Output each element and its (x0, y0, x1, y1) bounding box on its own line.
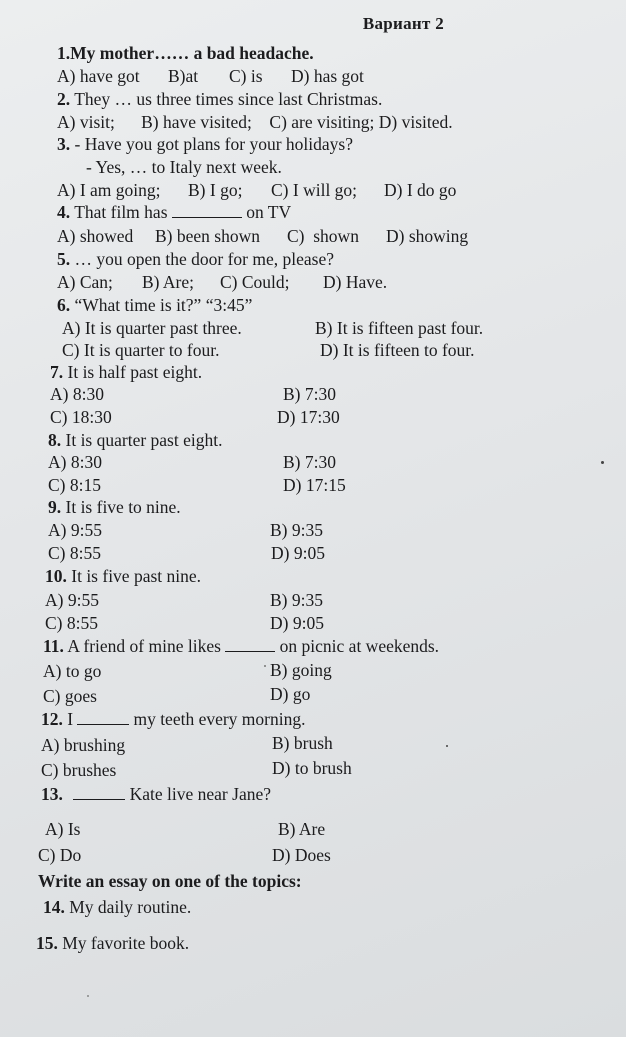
q5-option-a: A) Can; (57, 272, 113, 292)
paper-speck (446, 745, 448, 747)
q11-option-d: D) go (270, 684, 311, 704)
paper-speck (601, 461, 604, 464)
q5-option-b: B) Are; (142, 272, 195, 292)
q8-text: 8. It is quarter past eight. (48, 430, 223, 450)
q12-option-b: B) brush (272, 733, 333, 753)
q6-option-d: D) It is fifteen to four. (320, 340, 475, 360)
q4-option-a: A) showed (57, 226, 134, 246)
q11-option-c: C) goes (43, 686, 97, 706)
q3-reply: - Yes, … to Italy next week. (86, 157, 282, 177)
q10-option-d: D) 9:05 (270, 613, 324, 633)
q6-text: 6. “What time is it?” “3:45” (57, 295, 253, 315)
essay-heading: Write an essay on one of the topics: (38, 871, 302, 891)
q2-options: A) visit; B) have visited; C) are visiting; D) visited. (57, 112, 453, 132)
q5-option-c: C) Could; (220, 272, 290, 292)
q13-option-a: A) Is (45, 819, 81, 839)
q10-option-a: A) 9:55 (45, 590, 99, 610)
q2-text: 2. They … us three times since last Christmas. (57, 89, 383, 109)
q4-blank (172, 203, 242, 218)
q9-option-a: A) 9:55 (48, 520, 102, 540)
q8-option-a: A) 8:30 (48, 452, 102, 472)
q11-blank (225, 637, 275, 652)
q12-blank (77, 710, 129, 725)
q7-option-a: A) 8:30 (50, 384, 104, 404)
q3-option-b: B) I go; (188, 180, 243, 200)
essay-topic-15: 15. My favorite book. (36, 933, 190, 953)
q11-option-a: A) to go (43, 661, 102, 681)
paper-speck (87, 995, 89, 997)
q3-option-c: C) I will go; (271, 180, 358, 200)
q3-option-d: D) I do go (384, 180, 457, 200)
q4-option-d: D) showing (386, 226, 469, 246)
paper-speck (264, 665, 266, 667)
q13-option-b: B) Are (278, 819, 326, 839)
variant-title: Вариант 2 (362, 14, 444, 33)
q4-text: 4. That film has on TV (57, 202, 292, 222)
q1-option-b: B)at (168, 66, 199, 86)
q7-option-b: B) 7:30 (283, 384, 336, 404)
q1-option-c: C) is (229, 66, 263, 86)
q13-blank (73, 785, 125, 800)
q4-option-c: C) shown (287, 226, 359, 246)
q9-text: 9. It is five to nine. (48, 497, 181, 517)
q6-option-c: C) It is quarter to four. (62, 340, 220, 360)
q5-text: 5. … you open the door for me, please? (57, 249, 335, 269)
q12-option-c: C) brushes (41, 760, 117, 780)
q4-option-b: B) been shown (155, 226, 260, 246)
q7-text: 7. It is half past eight. (50, 362, 203, 382)
q5-option-d: D) Have. (323, 272, 388, 292)
q1-text: 1.My mother…… a bad headache. (57, 43, 314, 63)
q1-option-a: A) have got (57, 66, 140, 86)
q13-text: 13. Kate live near Jane? (41, 784, 272, 804)
q3-option-a: A) I am going; (57, 180, 161, 200)
q10-option-b: B) 9:35 (270, 590, 323, 610)
q8-option-b: B) 7:30 (283, 452, 336, 472)
q6-option-a: A) It is quarter past three. (62, 318, 242, 338)
q7-option-c: C) 18:30 (50, 407, 112, 427)
q13-option-c: C) Do (38, 845, 82, 865)
q10-text: 10. It is five past nine. (45, 566, 202, 586)
q6-option-b: B) It is fifteen past four. (315, 318, 484, 338)
q7-option-d: D) 17:30 (277, 407, 340, 427)
q11-option-b: B) going (270, 660, 332, 680)
q11-text: 11. A friend of mine likes on picnic at weekends. (43, 636, 440, 656)
q12-option-a: A) brushing (41, 735, 126, 755)
q8-option-d: D) 17:15 (283, 475, 346, 495)
q9-option-b: B) 9:35 (270, 520, 323, 540)
q3-text: 3. - Have you got plans for your holidays? (57, 134, 353, 154)
q8-option-c: C) 8:15 (48, 475, 101, 495)
q12-text: 12. I my teeth every morning. (41, 709, 306, 729)
essay-topic-14: 14. My daily routine. (43, 897, 192, 917)
q10-option-c: C) 8:55 (45, 613, 98, 633)
q13-option-d: D) Does (272, 845, 331, 865)
q1-option-d: D) has got (291, 66, 364, 86)
q9-option-c: C) 8:55 (48, 543, 101, 563)
q9-option-d: D) 9:05 (271, 543, 325, 563)
q12-option-d: D) to brush (272, 758, 352, 778)
